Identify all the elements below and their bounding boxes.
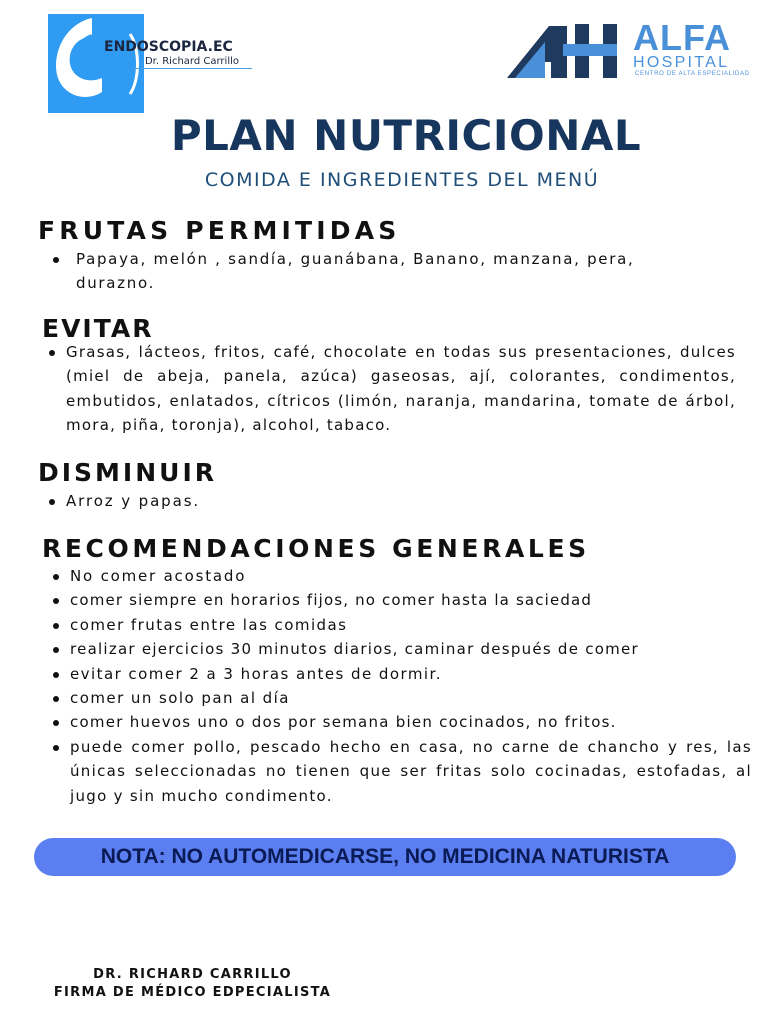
- logo-brand-text: ENDOSCOPIA.EC: [104, 39, 233, 55]
- warning-note-banner: [34, 838, 736, 876]
- section-heading-frutas: FRUTAS PERMITIDAS: [38, 216, 401, 245]
- endoscopia-logo: [48, 14, 258, 114]
- list-recomendaciones: [48, 564, 752, 808]
- alfa-hospital-logo: [505, 17, 750, 82]
- page-title: PLAN NUTRICIONAL: [170, 111, 642, 160]
- list-frutas: [48, 247, 708, 296]
- list-item: comer un solo pan al día: [48, 686, 752, 710]
- warning-note-text: NOTA: NO AUTOMEDICARSE, NO MEDICINA NATURISTA: [100, 845, 670, 868]
- list-item: evitar comer 2 a 3 horas antes de dormir.: [48, 662, 752, 686]
- list-item: Papaya, melón , sandía, guanábana, Banano, manzana, pera, durazno.: [48, 247, 708, 296]
- list-item: realizar ejercicios 30 minutos diarios, caminar después de comer: [48, 637, 752, 661]
- list-item: Grasas, lácteos, fritos, café, chocolate en todas sus presentaciones, dulces (miel de abeja, panela, azúca) gaseosas, ají, colorantes, condimentos, embutidos, enlatados, cítricos (limón, naranja, mandarina, tomate de árbol, mora, piña, toronja), alcohol, tabaco.: [44, 340, 736, 438]
- list-item: comer siempre en horarios fijos, no comer hasta la saciedad: [48, 588, 752, 612]
- section-heading-evitar: EVITAR: [42, 314, 154, 343]
- list-item: No comer acostado: [48, 564, 752, 588]
- signature-role: FIRMA DE MÉDICO EDPECIALISTA: [53, 985, 332, 1000]
- section-heading-disminuir: DISMINUIR: [38, 458, 218, 487]
- signature-name: DR. RICHARD CARRILLO: [93, 967, 292, 982]
- logo-doctor-text: Dr. Richard Carrillo: [132, 56, 252, 69]
- ah-monogram-icon: [505, 20, 625, 80]
- list-item: comer huevos uno o dos por semana bien cocinados, no fritos.: [48, 710, 752, 734]
- list-disminuir: [44, 489, 736, 513]
- list-evitar: [44, 340, 736, 438]
- logo-alfa-text: ALFA: [633, 17, 731, 58]
- logo-tagline-text: CENTRO DE ALTA ESPECIALIDAD: [635, 71, 750, 77]
- section-heading-recomendaciones: RECOMENDACIONES GENERALES: [42, 534, 590, 563]
- list-item: puede comer pollo, pescado hecho en casa, no carne de chancho y res, las únicas seleccionadas no tienen que ser fritas solo cocinadas, estofadas, al jugo y sin mucho condimento.: [48, 735, 752, 808]
- list-item: Arroz y papas.: [44, 489, 736, 513]
- logo-hospital-text: HOSPITAL: [633, 54, 730, 71]
- list-item: comer frutas entre las comidas: [48, 613, 752, 637]
- page-subtitle: COMIDA E INGREDIENTES DEL MENÚ: [204, 169, 600, 191]
